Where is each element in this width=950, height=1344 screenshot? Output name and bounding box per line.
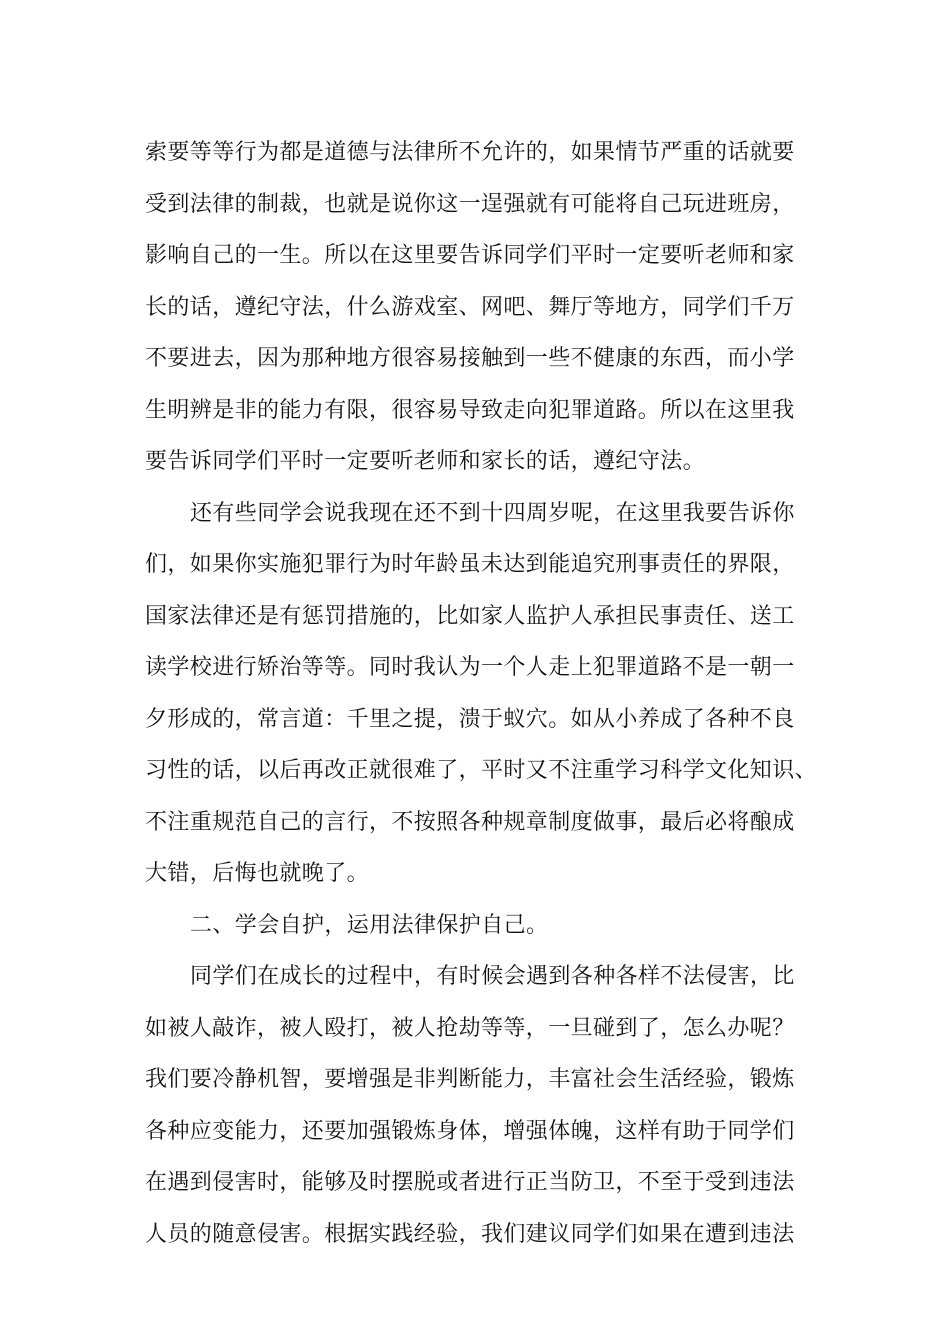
text-line: 二、学会自护，运用法律保护自己。 [190,912,549,938]
text-line: 大错，后悔也就晚了。 [145,861,370,886]
text-line: 同学们在成长的过程中，有时候会遇到各种各样不法侵害，比 [190,964,795,989]
text-line: 在遇到侵害时，能够及时摆脱或者进行正当防卫，不至于受到违法 [145,1170,795,1195]
text-line: 影响自己的一生。所以在这里要告诉同学们平时一定要听老师和家 [145,243,795,268]
text-line: 要告诉同学们平时一定要听老师和家长的话，遵纪守法。 [145,449,706,474]
text-line: 人员的随意侵害。根据实践经验，我们建议同学们如果在遭到违法 [145,1221,795,1247]
text-line: 不要进去，因为那种地方很容易接触到一些不健康的东西，而小学 [145,346,795,371]
text-line: 们，如果你实施犯罪行为时年龄虽未达到能追究刑事责任的界限， [145,552,795,577]
text-line: 习性的话，以后再改正就很难了，平时又不注重学习科学文化知识、 [145,758,818,783]
text-line: 受到法律的制裁，也就是说你这一逞强就有可能将自己玩进班房， [145,191,795,217]
text-line: 如被人敲诈，被人殴打，被人抢劫等等，一旦碰到了，怎么办呢？ [145,1015,795,1041]
text-line: 夕形成的，常言道：千里之提，溃于蚁穴。如从小养成了各种不良 [145,706,795,732]
text-line: 生明辨是非的能力有限，很容易导致走向犯罪道路。所以在这里我 [145,397,795,423]
text-line: 还有些同学会说我现在还不到十四周岁呢，在这里我要告诉你 [190,500,795,526]
body-text [145,132,825,1265]
text-line: 我们要冷静机智，要增强是非判断能力，丰富社会生活经验，锻炼 [145,1067,795,1092]
text-line: 国家法律还是有惩罚措施的，比如家人监护人承担民事责任、送工 [145,603,795,629]
text-line: 索要等等行为都是道德与法律所不允许的，如果情节严重的话就要 [145,140,795,165]
text-line: 不注重规范自己的言行，不按照各种规章制度做事，最后必将酿成 [145,809,795,835]
text-line: 各种应变能力，还要加强锻炼身体，增强体魄，这样有助于同学们 [145,1118,795,1144]
text-line: 长的话，遵纪守法，什么游戏室、网吧、舞厅等地方，同学们千万 [145,294,795,320]
text-line: 读学校进行矫治等等。同时我认为一个人走上犯罪道路不是一朝一 [145,655,795,680]
